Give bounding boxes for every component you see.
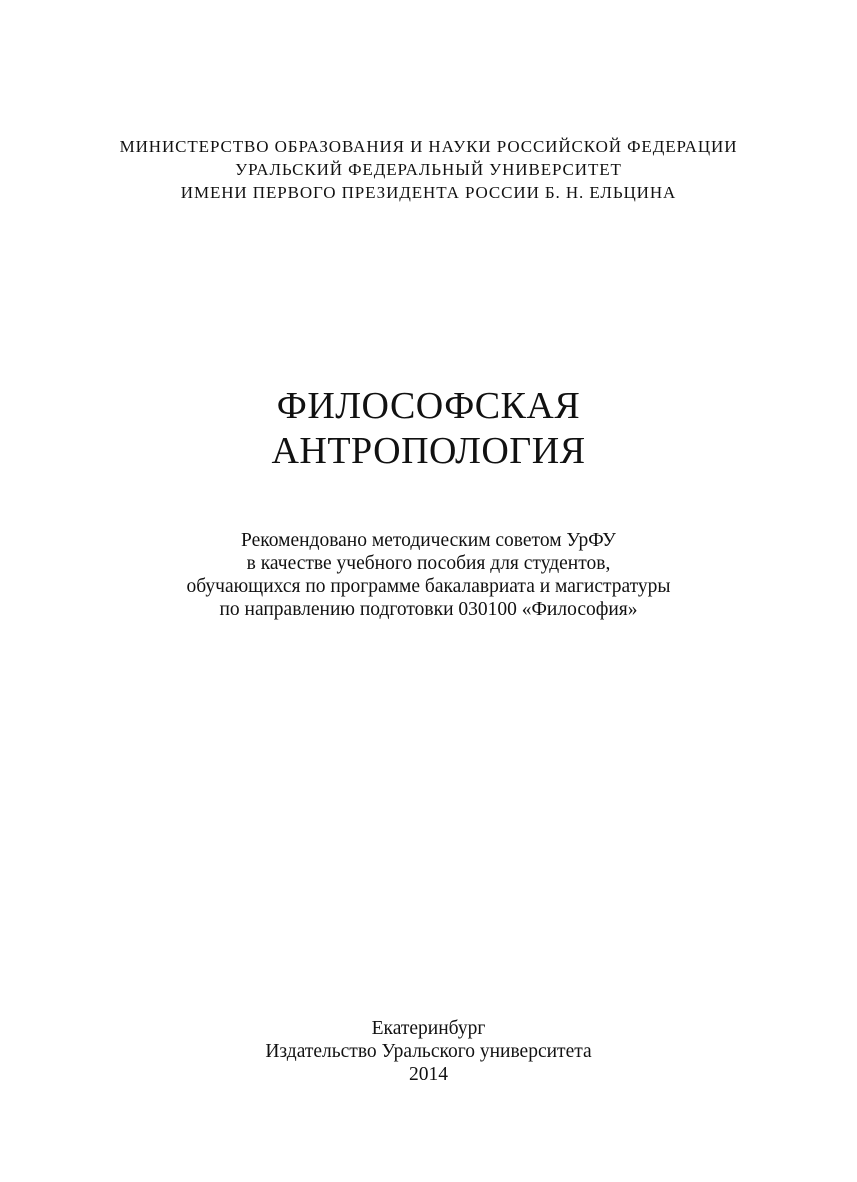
title-line-1: ФИЛОСОФСКАЯ [276, 385, 581, 427]
ministry-line: МИНИСТЕРСТВО ОБРАЗОВАНИЯ И НАУКИ РОССИЙСКОЙ ФЕДЕРАЦИИ [119, 137, 738, 156]
title-line-2: АНТРОПОЛОГИЯ [271, 430, 586, 472]
imprint-year: 2014 [409, 1064, 448, 1085]
imprint-city: Екатеринбург [371, 1018, 486, 1039]
recommendation-line-2: в качестве учебного пособия для студентов, [246, 553, 611, 574]
recommendation-line-4: по направлению подготовки 030100 «Философия» [219, 599, 638, 620]
imprint [0, 1017, 857, 1086]
book-title [0, 384, 857, 474]
recommendation-line-1: Рекомендовано методическим советом УрФУ [241, 530, 616, 551]
imprint-publisher: Издательство Уральского университета [265, 1041, 592, 1062]
university-line: УРАЛЬСКИЙ ФЕДЕРАЛЬНЫЙ УНИВЕРСИТЕТ [235, 160, 622, 179]
recommendation-line-3: обучающихся по программе бакалавриата и магистратуры [186, 576, 671, 597]
ministry-header [0, 135, 857, 204]
university-name-line: ИМЕНИ ПЕРВОГО ПРЕЗИДЕНТА РОССИИ Б. Н. ЕЛЬЦИНА [180, 183, 677, 202]
recommendation-note [0, 529, 857, 621]
